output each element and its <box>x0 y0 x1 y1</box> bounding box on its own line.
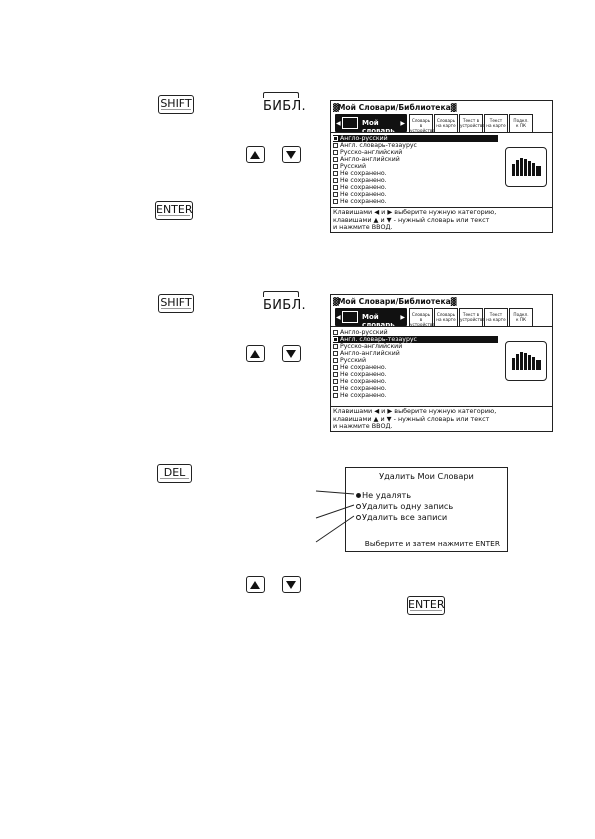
list-item[interactable]: Англ. словарь-тезаурус <box>333 336 498 343</box>
library-books-icon <box>342 311 358 323</box>
list-item[interactable]: Не сохранено. <box>333 364 498 371</box>
list-item[interactable]: Англ. словарь-тезаурус <box>333 142 498 149</box>
down-arrow-icon <box>286 581 296 589</box>
list-item[interactable]: Не сохранено. <box>333 392 498 399</box>
list-item[interactable]: Не сохранено. <box>333 385 498 392</box>
list-item[interactable]: Англо-английский <box>333 350 498 357</box>
del-key: DEL <box>157 464 192 483</box>
delete-dialog <box>345 467 508 552</box>
screen-title: ▓Мой Словари/Библиотека▓ <box>333 297 456 306</box>
tab-card-dictionary[interactable]: Словарь на карте <box>434 114 458 132</box>
list-item[interactable]: Англо-русский <box>333 329 498 336</box>
bibl-key-label: БИБЛ. <box>263 99 306 114</box>
dialog-title: Удалить Мои Словари <box>379 471 474 481</box>
tab-card-text[interactable]: Текст на карте <box>484 114 508 132</box>
bibl-key <box>263 298 306 313</box>
list-item[interactable]: Не сохранено. <box>333 198 498 205</box>
up-arrow-icon <box>250 151 260 159</box>
up-arrow-icon <box>250 350 260 358</box>
tab-my-dictionary[interactable]: ◀ Мой словарь ▶ <box>335 114 407 132</box>
tab-pc-connect[interactable]: Подкл. к ПК <box>509 308 533 326</box>
radio-selected-icon <box>356 493 361 498</box>
shift-key: SHIFT <box>158 95 194 114</box>
radio-icon <box>356 504 361 509</box>
dialog-footer: Выберите и затем нажмите ENTER <box>364 539 500 548</box>
dictionary-list <box>331 132 552 205</box>
down-arrow-icon <box>286 151 296 159</box>
enter-key: ENTER <box>407 596 445 615</box>
up-arrow-icon <box>250 581 260 589</box>
library-screen-1 <box>330 100 553 233</box>
tab-device-text[interactable]: Текст в устройстве <box>459 308 483 326</box>
tab-card-text[interactable]: Текст на карте <box>484 308 508 326</box>
up-arrow-key <box>246 576 265 593</box>
library-books-icon <box>505 147 547 187</box>
list-item[interactable]: Не сохранено. <box>333 191 498 198</box>
library-books-icon <box>342 117 358 129</box>
list-item[interactable]: Не сохранено. <box>333 378 498 385</box>
up-arrow-key <box>246 146 265 163</box>
down-arrow-key <box>282 146 301 163</box>
radio-icon <box>356 515 361 520</box>
down-arrow-key <box>282 345 301 362</box>
option-keep[interactable]: Не удалять <box>356 490 411 500</box>
tab-device-text[interactable]: Текст в устройстве <box>459 114 483 132</box>
option-delete-all[interactable]: Удалить все записи <box>356 512 447 522</box>
list-item[interactable]: Не сохранено. <box>333 177 498 184</box>
option-delete-one[interactable]: Удалить одну запись <box>356 501 453 511</box>
tab-pc-connect[interactable]: Подкл. к ПК <box>509 114 533 132</box>
bibl-key <box>263 99 306 114</box>
tab-card-dictionary[interactable]: Словарь на карте <box>434 308 458 326</box>
screen-title: ▓Мой Словари/Библиотека▓ <box>333 103 456 112</box>
list-item[interactable]: Русско-английский <box>333 149 498 156</box>
tab-my-dictionary[interactable]: ◀ Мой словарь ▶ <box>335 308 407 326</box>
tab-device-dictionary[interactable]: Словарь в устройстве <box>409 114 433 132</box>
bibl-key-label: БИБЛ. <box>263 298 306 313</box>
list-item[interactable]: Не сохранено. <box>333 170 498 177</box>
shift-key: SHIFT <box>158 294 194 313</box>
list-item[interactable]: Англо-русский <box>333 135 498 142</box>
hint-text: Клавишами ◀ и ▶ выберите нужную категорию, клавишами ▲ и ▼ - нужный словарь или текст и нажмите ВВОД. <box>331 406 552 431</box>
list-item[interactable]: Не сохранено. <box>333 184 498 191</box>
library-books-icon <box>505 341 547 381</box>
enter-key: ENTER <box>155 201 193 220</box>
dictionary-list <box>331 326 552 399</box>
down-arrow-icon <box>286 350 296 358</box>
list-item[interactable]: Англо-английский <box>333 156 498 163</box>
library-screen-2 <box>330 294 553 432</box>
list-item[interactable]: Русско-английский <box>333 343 498 350</box>
hint-text: Клавишами ◀ и ▶ выберите нужную категорию, клавишами ▲ и ▼ - нужный словарь или текст и нажмите ВВОД. <box>331 207 552 232</box>
list-item[interactable]: Русский <box>333 357 498 364</box>
up-arrow-key <box>246 345 265 362</box>
tab-device-dictionary[interactable]: Словарь в устройстве <box>409 308 433 326</box>
list-item[interactable]: Не сохранено. <box>333 371 498 378</box>
list-item[interactable]: Русский <box>333 163 498 170</box>
down-arrow-key <box>282 576 301 593</box>
